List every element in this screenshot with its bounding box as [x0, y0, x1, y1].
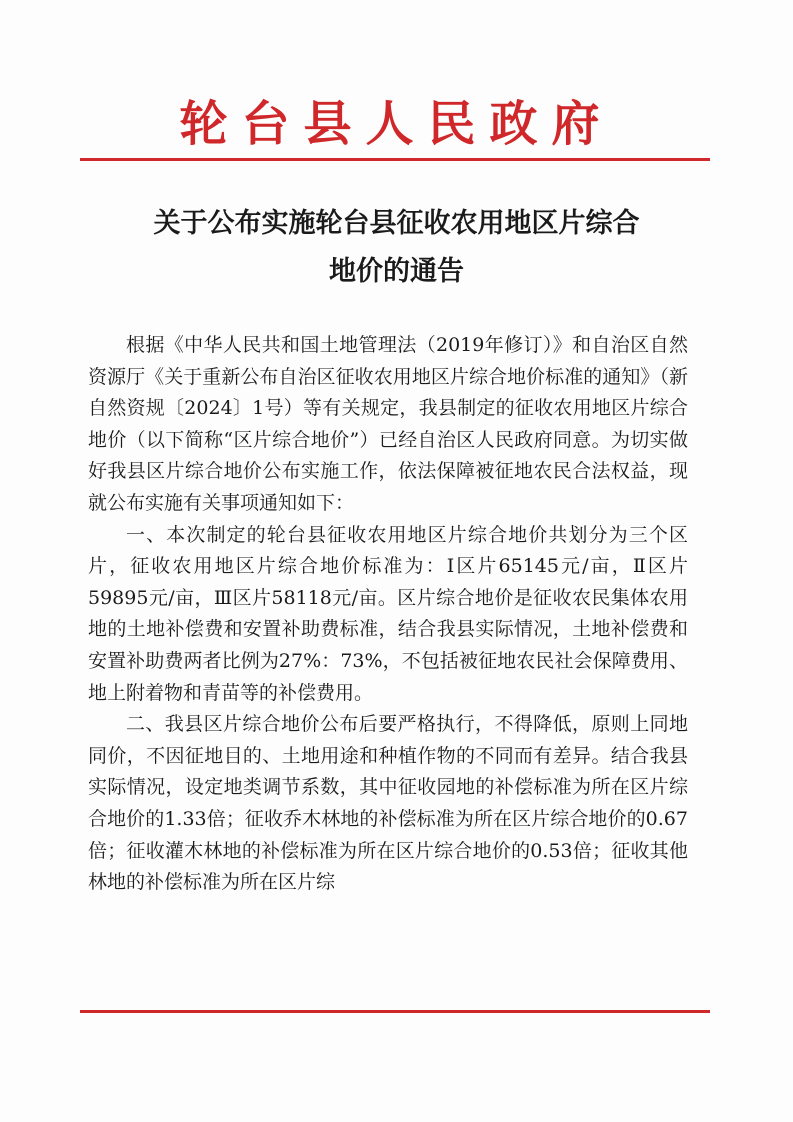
notice-title-line-2: 地价的通告 [329, 256, 464, 287]
body-paragraph-item-1: 一、本次制定的轮台县征收农用地区片综合地价共划分为三个区片，征收农用地区片综合地价标准为：Ⅰ区片65145元/亩，Ⅱ区片59895元/亩，Ⅲ区片58118元/亩。区片综合地价是征收农民集体农用地的土地补偿费和安置补助费标准，结合我县实际情况，土地补偿费和安置补助费两者比例为27%：73%，不包括被征地农民社会保障费用、地上附着物和青苗等的补偿费用。 [88, 523, 688, 704]
notice-title-line-1: 关于公布实施轮台县征收农用地区片综合 [153, 208, 640, 239]
header-red-rule [80, 158, 710, 161]
issuer-header-title: 轮台县人民政府 [179, 96, 614, 152]
notice-body [88, 330, 688, 899]
body-paragraph-item-2: 二、我县区片综合地价公布后要严格执行，不得降低，原则上同地同价，不因征地目的、土地用途和种植作物的不同而有差异。结合我县实际情况，设定地类调节系数，其中征收园地的补偿标准为所在区片综合地价的1.33倍；征收乔木林地的补偿标准为所在区片综合地价的0.67倍；征收灌木林地的补偿标准为所在区片综合地价的0.53倍；征收其他林地的补偿标准为所在区片综 [88, 713, 688, 894]
footer-red-rule [80, 1010, 710, 1013]
body-paragraph-preamble: 根据《中华人民共和国土地管理法（2019年修订）》和自治区自然资源厅《关于重新公布自治区征收农用地区片综合地价标准的通知》（新自然资规〔2024〕1号）等有关规定，我县制定的征收农用地区片综合地价（以下简称“区片综合地价”）已经自治区人民政府同意。为切实做好我县区片综合地价公布实施工作，依法保障被征地农民合法权益，现就公布实施有关事项通知如下： [88, 334, 688, 514]
